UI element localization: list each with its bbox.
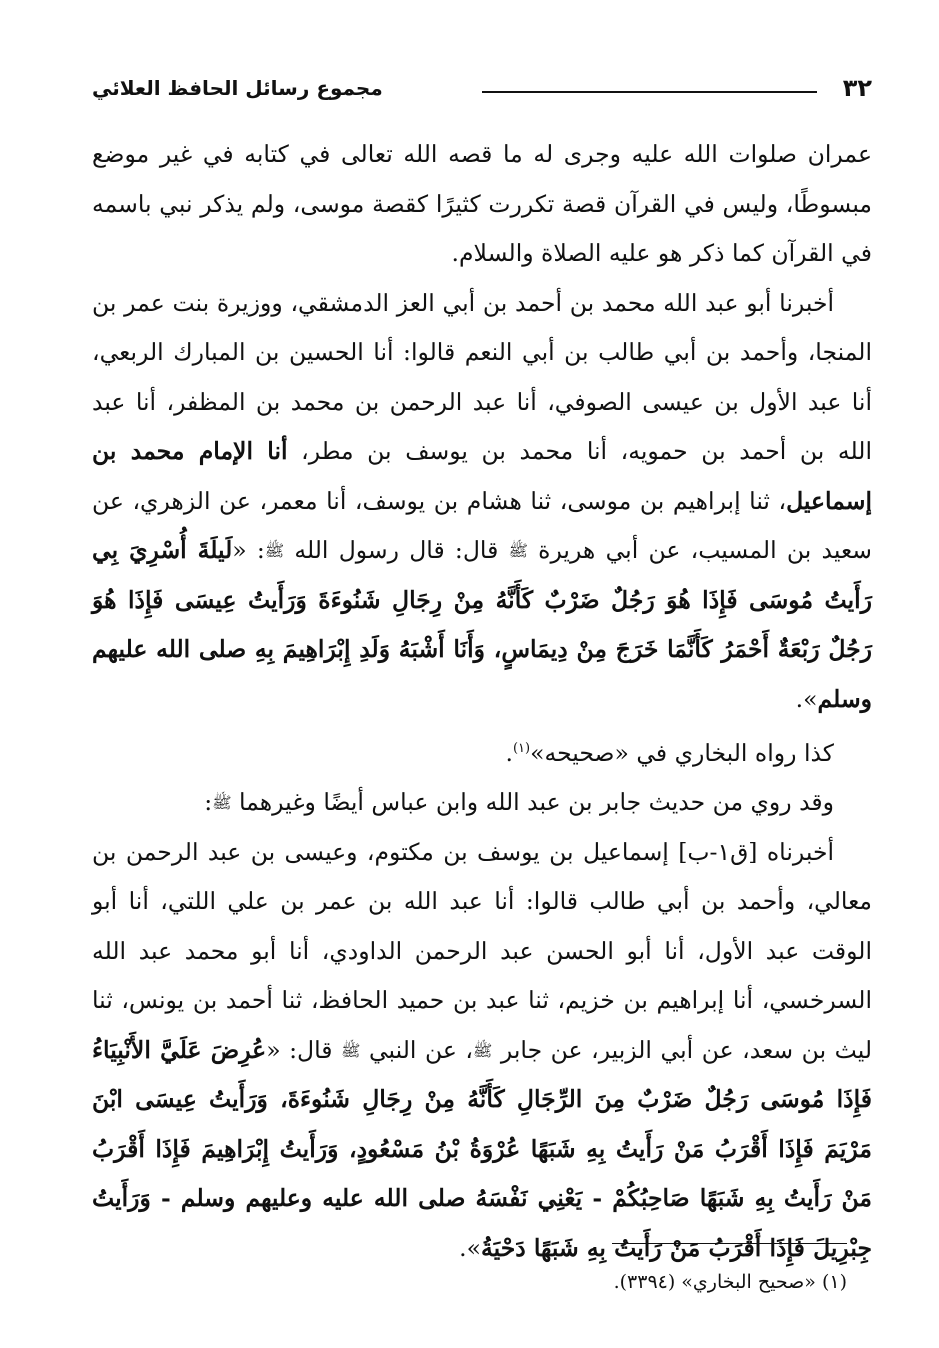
isnad-text-cont2: قال: قال رسول الله xyxy=(284,536,509,564)
paragraph-1: عمران صلوات الله عليه وجرى له ما قصه الله تعالى في كتابه في غير موضع مبسوطًا، وليس في القرآن قصة تكررت كثيرًا كقصة موسى، ولم يذكر نبي باسمه في القرآن كما ذكر هو عليه الصلاة والسلام. xyxy=(92,140,872,267)
narration-note: وقد روي من حديث جابر بن عبد الله وابن عباس أيضًا وغيرهما xyxy=(231,788,834,817)
hadith-quote: لَيلَةَ أُسْرِيَ بِي رَأَيتُ مُوسَى فَإِذَا هُوَ رَجُلٌ ضَرْبٌ كَأَنَّهُ مِنْ رِجَالِ شَنُوءَةَ وَرَأَيتُ عِيسَى فَإِذَا هُوَ رَجُلٌ رَبْعَةٌ أَحْمَرُ كَأَنَّمَا خَرَجَ مِنْ دِيمَاسٍ، وَأَنَا أَشْبَهُ وَلَدِ إِبْرَاهِيمَ بِهِ صلى الله عليهم وسلم xyxy=(92,536,872,713)
quote-close: ». xyxy=(459,1233,481,1262)
colon: : xyxy=(204,788,213,817)
honorific-icon: ﷺ xyxy=(212,793,232,813)
honorific-icon: ﷺ xyxy=(264,541,285,560)
running-header xyxy=(92,70,872,110)
book-title: مجموع رسائل الحافظ العلائي xyxy=(92,76,383,100)
quote-open: قال: « xyxy=(266,1035,342,1064)
hadith-quote: عُرِضَ عَلَيَّ الأَنْبِيَاءُ فَإِذَا مُوسَى رَجُلٌ ضَرْبٌ مِنَ الرِّجَالِ كَأَنَّهُ مِنْ رِجَالِ شَنُوءَةَ، وَرَأَيتُ عِيسَى ابْنَ مَرْيَمَ فَإِذَا أَقْرَبُ مَنْ رَأَيتُ بِهِ شَبَهًا عُرْوَةُ بْنُ مَسْعُودٍ، وَرَأَيتُ إِبْرَاهِيمَ فَإِذَا أَقْرَبُ مَنْ رَأَيتُ بِهِ شَبَهًا صَاحِبُكُمْ - يَعْنِي نَفْسَهُ صلى الله عليه وعليهم وسلم - وَرَأَيتُ جِبْرِيلَ فَإِذَا أَقْرَبُ مَنْ رَأَيتُ بِهِ شَبَهًا دَحْيَةُ xyxy=(92,1035,872,1262)
honorific-icon: ﷺ xyxy=(341,1040,361,1060)
header-rule xyxy=(482,91,817,93)
honorific-icon: ﷺ xyxy=(473,1040,493,1060)
footnote-rule xyxy=(612,1243,847,1244)
isnad-text-cont: ، ثنا إبراهيم بن موسى، ثنا هشام بن يوسف، أنا معمر، عن الزهري، عن سعيد بن المسيب، عن أبي هريرة xyxy=(92,486,872,564)
isnad-text: أخبرنا أبو عبد الله محمد بن أحمد بن أبي العز الدمشقي، ووزيرة بنت عمر بن المنجا، وأحمد بن أبي طالب بن أبي النعم قالوا: أنا الحسين بن المبارك الربعي، أنا عبد الأول بن عيسى الصوفي، أنا عبد الرحمن بن محمد بن المظفر، أنا عبد الله بن أحمد بن حمويه، أنا محمد بن يوسف بن مطر، xyxy=(92,288,872,465)
source-note: كذا رواه البخاري في «صحيحه» xyxy=(530,738,834,767)
isnad-bold: أنا الإمام محمد بن إسماعيل xyxy=(92,437,872,515)
paragraph-2 xyxy=(92,279,872,725)
footnote: (١) «صحيح البخاري» (٣٣٩٤). xyxy=(613,1271,847,1293)
paragraph-3 xyxy=(92,724,872,778)
page-number: ٣٢ xyxy=(842,74,872,102)
quote-close: ». xyxy=(795,684,818,713)
period: . xyxy=(505,738,513,767)
footnote-ref: (١) xyxy=(512,741,531,756)
isnad-text-cont: ، عن النبي xyxy=(360,1035,474,1064)
quote-open: : « xyxy=(232,536,265,564)
body-text xyxy=(92,130,872,1273)
paragraph-4 xyxy=(92,778,872,828)
isnad-text: أخبرناه [ق١-ب] إسماعيل بن يوسف بن مكتوم، وعيسى بن عبد الرحمن بن معالي، وأحمد بن أبي طالب قالوا: أنا عبد الله بن عمر بن علي اللتي، أنا أبو الوقت عبد الأول، أنا أبو الحسن عبد الرحمن الداودي، أنا أبو محمد عبد الله السرخسي، أنا إبراهيم بن خزيم، ثنا عبد بن حميد الحافظ، ثنا أحمد بن يونس، ثنا ليث بن سعد، عن أبي الزبير، عن جابر xyxy=(92,837,872,1064)
honorific-icon: ﷺ xyxy=(508,541,528,560)
paragraph-5 xyxy=(92,828,872,1274)
